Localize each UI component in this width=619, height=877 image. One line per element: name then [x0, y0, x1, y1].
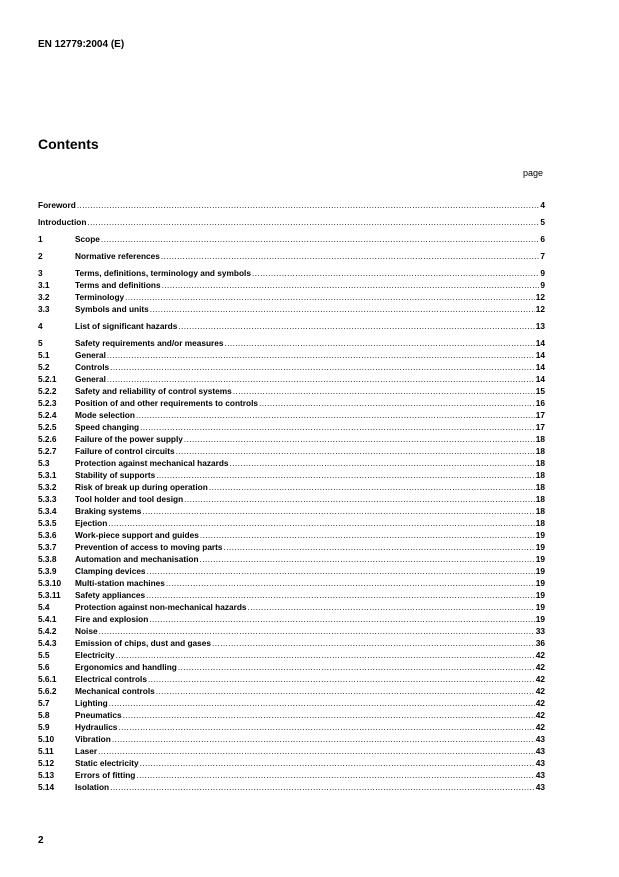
toc-entry-title: Hydraulics: [75, 722, 118, 732]
toc-entry-title: Isolation: [75, 782, 110, 792]
toc-dot-leader: [176, 445, 535, 457]
toc-entry-page: 42: [535, 662, 545, 672]
table-of-contents: [38, 199, 545, 793]
toc-entry-title: Controls: [75, 362, 110, 372]
toc-dot-leader: [87, 216, 539, 228]
toc-entry-title: Terminology: [75, 292, 125, 302]
toc-dot-leader: [209, 481, 535, 493]
toc-entry[interactable]: [38, 385, 545, 397]
toc-entry-page: 14: [535, 350, 545, 360]
toc-entry-title: Electrical controls: [75, 674, 147, 684]
toc-dot-leader: [184, 433, 535, 445]
toc-entry-number: 1: [38, 234, 43, 244]
toc-entry-page: 42: [535, 686, 545, 696]
toc-entry[interactable]: [38, 649, 545, 661]
toc-entry-number: 5.2.6: [38, 434, 57, 444]
toc-entry-page: 19: [535, 614, 545, 624]
toc-entry-title: Foreword: [38, 200, 76, 210]
toc-entry-page: 19: [535, 602, 545, 612]
toc-entry-page: 12: [535, 292, 545, 302]
toc-entry-number: 5.4.2: [38, 626, 57, 636]
toc-dot-leader: [184, 493, 535, 505]
toc-entry-number: 5.5: [38, 650, 50, 660]
toc-entry[interactable]: [38, 517, 545, 529]
toc-dot-leader: [107, 373, 535, 385]
toc-entry-number: 5.2.2: [38, 386, 57, 396]
toc-entry-title: Mechanical controls: [75, 686, 155, 696]
toc-entry-page: 42: [535, 710, 545, 720]
toc-entry-number: 5.3.9: [38, 566, 57, 576]
toc-dot-leader: [252, 267, 539, 279]
toc-dot-leader: [142, 505, 534, 517]
toc-dot-leader: [110, 781, 535, 793]
toc-entry-number: 5.2.1: [38, 374, 57, 384]
toc-entry-number: 4: [38, 321, 43, 331]
toc-entry[interactable]: [38, 373, 545, 385]
toc-entry[interactable]: [38, 445, 545, 457]
toc-dot-leader: [248, 601, 535, 613]
toc-entry-page: 9: [540, 280, 545, 290]
toc-entry-page: 19: [535, 590, 545, 600]
toc-entry-page: 43: [535, 758, 545, 768]
toc-dot-leader: [224, 541, 535, 553]
toc-entry-title: Safety and reliability of control systems: [75, 386, 232, 396]
toc-dot-leader: [212, 637, 535, 649]
toc-dot-leader: [156, 685, 535, 697]
toc-entry-number: 5.14: [38, 782, 55, 792]
toc-dot-leader: [166, 577, 535, 589]
toc-entry-number: 5.2.7: [38, 446, 57, 456]
toc-dot-leader: [233, 385, 535, 397]
toc-entry-number: 3.1: [38, 280, 50, 290]
document-id-header: EN 12779:2004 (E): [38, 39, 125, 50]
toc-entry-title: General: [75, 374, 106, 384]
toc-dot-leader: [146, 589, 535, 601]
toc-entry[interactable]: [38, 637, 545, 649]
toc-entry[interactable]: [38, 493, 545, 505]
toc-entry-page: 18: [535, 470, 545, 480]
toc-entry[interactable]: [38, 709, 545, 721]
toc-entry[interactable]: [38, 233, 545, 245]
toc-entry-page: 16: [535, 398, 545, 408]
toc-dot-leader: [109, 697, 535, 709]
toc-entry[interactable]: [38, 733, 545, 745]
toc-entry[interactable]: [38, 397, 545, 409]
toc-entry[interactable]: [38, 199, 545, 211]
toc-dot-leader: [112, 733, 535, 745]
toc-entry-page: 5: [540, 217, 545, 227]
toc-entry[interactable]: [38, 553, 545, 565]
toc-entry-page: 14: [535, 338, 545, 348]
toc-entry-title: Position of and other requirements to controls: [75, 398, 259, 408]
toc-dot-leader: [200, 553, 535, 565]
toc-entry-page: 43: [535, 734, 545, 744]
toc-dot-leader: [224, 337, 534, 349]
toc-dot-leader: [140, 421, 535, 433]
toc-dot-leader: [178, 320, 534, 332]
toc-entry-title: General: [75, 350, 106, 360]
toc-entry-title: Errors of fitting: [75, 770, 136, 780]
toc-entry-number: 5.2.4: [38, 410, 57, 420]
toc-dot-leader: [116, 649, 535, 661]
toc-dot-leader: [140, 757, 535, 769]
toc-entry-title: Terms, definitions, terminology and symbols: [75, 268, 251, 278]
toc-entry-number: 5.4.3: [38, 638, 57, 648]
toc-entry-number: 5.4: [38, 602, 50, 612]
toc-entry[interactable]: [38, 433, 545, 445]
toc-entry[interactable]: [38, 481, 545, 493]
toc-entry-title: Safety requirements and/or measures: [75, 338, 224, 348]
toc-entry[interactable]: [38, 457, 545, 469]
toc-entry-title: Failure of control circuits: [75, 446, 175, 456]
toc-entry[interactable]: [38, 337, 545, 349]
toc-entry-page: 15: [535, 386, 545, 396]
toc-entry[interactable]: [38, 589, 545, 601]
toc-entry[interactable]: [38, 320, 545, 332]
toc-entry-title: Scope: [75, 234, 100, 244]
toc-entry-title: Braking systems: [75, 506, 142, 516]
toc-dot-leader: [161, 250, 540, 262]
toc-dot-leader: [150, 303, 535, 315]
toc-entry-number: 5.3.10: [38, 578, 62, 588]
toc-entry-number: 5.3: [38, 458, 50, 468]
toc-entry-page: 18: [535, 518, 545, 528]
toc-entry-title: Lighting: [75, 698, 108, 708]
toc-dot-leader: [149, 613, 534, 625]
toc-entry-page: 42: [535, 674, 545, 684]
toc-entry-page: 19: [535, 554, 545, 564]
toc-entry-page: 43: [535, 782, 545, 792]
toc-entry-number: 5.2.5: [38, 422, 57, 432]
toc-entry-number: 5.8: [38, 710, 50, 720]
toc-entry-page: 18: [535, 458, 545, 468]
toc-dot-leader: [118, 721, 534, 733]
toc-entry-title: List of significant hazards: [75, 321, 178, 331]
toc-entry-page: 43: [535, 746, 545, 756]
toc-entry-page: 14: [535, 374, 545, 384]
toc-entry-title: Mode selection: [75, 410, 135, 420]
toc-entry[interactable]: [38, 757, 545, 769]
toc-entry-page: 42: [535, 698, 545, 708]
toc-dot-leader: [123, 709, 535, 721]
toc-entry-title: Vibration: [75, 734, 111, 744]
toc-entry-title: Automation and mechanisation: [75, 554, 199, 564]
toc-entry-number: 5.12: [38, 758, 55, 768]
toc-entry-number: 5: [38, 338, 43, 348]
toc-entry-title: Static electricity: [75, 758, 139, 768]
toc-entry-page: 9: [540, 268, 545, 278]
toc-entry-page: 33: [535, 626, 545, 636]
toc-entry-page: 19: [535, 542, 545, 552]
toc-dot-leader: [77, 199, 540, 211]
toc-entry[interactable]: [38, 781, 545, 793]
toc-entry-title: Stability of supports: [75, 470, 156, 480]
toc-entry-page: 43: [535, 770, 545, 780]
toc-entry[interactable]: [38, 505, 545, 517]
toc-entry-number: 5.6: [38, 662, 50, 672]
toc-entry[interactable]: [38, 291, 545, 303]
toc-entry-page: 19: [535, 578, 545, 588]
toc-entry-title: Fire and explosion: [75, 614, 149, 624]
toc-dot-leader: [101, 233, 539, 245]
toc-entry[interactable]: [38, 421, 545, 433]
toc-entry-page: 13: [535, 321, 545, 331]
toc-entry-page: 14: [535, 362, 545, 372]
toc-entry[interactable]: [38, 303, 545, 315]
toc-entry-page: 19: [535, 566, 545, 576]
toc-entry[interactable]: [38, 577, 545, 589]
toc-entry-number: 5.2.3: [38, 398, 57, 408]
toc-entry-number: 5.13: [38, 770, 55, 780]
page-number: 2: [38, 835, 44, 846]
toc-entry-page: 18: [535, 434, 545, 444]
toc-dot-leader: [259, 397, 535, 409]
toc-entry-number: 5.3.3: [38, 494, 57, 504]
toc-entry-page: 6: [540, 234, 545, 244]
toc-entry[interactable]: [38, 673, 545, 685]
toc-entry-number: 5.7: [38, 698, 50, 708]
toc-entry-number: 5.11: [38, 746, 54, 756]
toc-entry-number: 5.3.5: [38, 518, 57, 528]
toc-entry-number: 5.3.7: [38, 542, 57, 552]
toc-entry-page: 17: [535, 410, 545, 420]
toc-entry-title: Normative references: [75, 251, 160, 261]
toc-entry[interactable]: [38, 697, 545, 709]
toc-entry-number: 5.9: [38, 722, 50, 732]
toc-entry[interactable]: [38, 250, 545, 262]
toc-entry-page: 18: [535, 446, 545, 456]
toc-dot-leader: [136, 769, 534, 781]
toc-dot-leader: [99, 625, 535, 637]
toc-entry-title: Failure of the power supply: [75, 434, 183, 444]
toc-entry-page: 7: [540, 251, 545, 261]
toc-entry-number: 5.3.4: [38, 506, 57, 516]
toc-entry-title: Ergonomics and handling: [75, 662, 177, 672]
toc-entry-page: 12: [535, 304, 545, 314]
toc-entry-title: Clamping devices: [75, 566, 146, 576]
toc-entry-page: 19: [535, 530, 545, 540]
toc-entry-number: 5.3.8: [38, 554, 57, 564]
page-column-label: page: [523, 168, 544, 178]
toc-entry[interactable]: [38, 601, 545, 613]
toc-entry-page: 18: [535, 506, 545, 516]
toc-entry-page: 18: [535, 494, 545, 504]
toc-entry-title: Terms and definitions: [75, 280, 161, 290]
toc-entry[interactable]: [38, 721, 545, 733]
toc-entry[interactable]: [38, 565, 545, 577]
contents-heading: Contents: [38, 136, 99, 152]
toc-dot-leader: [110, 361, 535, 373]
toc-entry-page: 42: [535, 650, 545, 660]
toc-entry-title: Tool holder and tool design: [75, 494, 184, 504]
toc-entry[interactable]: [38, 685, 545, 697]
toc-dot-leader: [125, 291, 535, 303]
toc-entry-title: Protection against non-mechanical hazards: [75, 602, 247, 612]
toc-entry-title: Pneumatics: [75, 710, 122, 720]
toc-entry-title: Laser: [75, 746, 98, 756]
toc-dot-leader: [136, 409, 535, 421]
toc-entry[interactable]: [38, 613, 545, 625]
toc-entry[interactable]: [38, 469, 545, 481]
toc-entry-title: Work-piece support and guides: [75, 530, 199, 540]
toc-entry-title: Safety appliances: [75, 590, 146, 600]
toc-entry-number: 5.2: [38, 362, 50, 372]
toc-entry-title: Multi-station machines: [75, 578, 165, 588]
toc-entry-title: Speed changing: [75, 422, 140, 432]
toc-entry[interactable]: [38, 216, 545, 228]
toc-entry[interactable]: [38, 349, 545, 361]
toc-entry-title: Ejection: [75, 518, 108, 528]
toc-dot-leader: [147, 565, 535, 577]
toc-entry[interactable]: [38, 625, 545, 637]
toc-dot-leader: [200, 529, 535, 541]
toc-entry[interactable]: [38, 279, 545, 291]
toc-entry[interactable]: [38, 661, 545, 673]
toc-dot-leader: [230, 457, 535, 469]
toc-dot-leader: [107, 349, 535, 361]
toc-entry-title: Emission of chips, dust and gases: [75, 638, 212, 648]
toc-entry-number: 5.10: [38, 734, 55, 744]
toc-entry-number: 3: [38, 268, 43, 278]
toc-entry-number: 5.4.1: [38, 614, 57, 624]
toc-entry[interactable]: [38, 541, 545, 553]
toc-entry-number: 5.3.11: [38, 590, 61, 600]
toc-dot-leader: [178, 661, 535, 673]
toc-entry-page: 18: [535, 482, 545, 492]
toc-entry-title: Protection against mechanical hazards: [75, 458, 229, 468]
toc-entry-number: 5.1: [38, 350, 50, 360]
toc-entry-page: 17: [535, 422, 545, 432]
toc-entry-number: 5.3.6: [38, 530, 57, 540]
toc-entry[interactable]: [38, 409, 545, 421]
toc-entry-title: Symbols and units: [75, 304, 149, 314]
toc-entry-title: Electricity: [75, 650, 115, 660]
toc-entry-title: Noise: [75, 626, 98, 636]
toc-entry-number: 5.6.2: [38, 686, 57, 696]
toc-entry-number: 3.2: [38, 292, 50, 302]
toc-entry[interactable]: [38, 745, 545, 757]
toc-entry-number: 5.3.2: [38, 482, 57, 492]
toc-entry-page: 4: [540, 200, 545, 210]
toc-entry[interactable]: [38, 361, 545, 373]
toc-dot-leader: [156, 469, 535, 481]
toc-dot-leader: [108, 517, 534, 529]
toc-entry-number: 5.3.1: [38, 470, 57, 480]
toc-entry-number: 2: [38, 251, 43, 261]
toc-entry-page: 36: [535, 638, 545, 648]
toc-entry[interactable]: [38, 529, 545, 541]
toc-dot-leader: [148, 673, 535, 685]
toc-entry[interactable]: [38, 267, 545, 279]
toc-entry-number: 5.6.1: [38, 674, 57, 684]
toc-entry-title: Introduction: [38, 217, 87, 227]
toc-entry-title: Prevention of access to moving parts: [75, 542, 223, 552]
toc-entry-number: 3.3: [38, 304, 50, 314]
toc-entry[interactable]: [38, 769, 545, 781]
toc-dot-leader: [98, 745, 535, 757]
toc-entry-title: Risk of break up during operation: [75, 482, 208, 492]
toc-dot-leader: [162, 279, 540, 291]
toc-entry-page: 42: [535, 722, 545, 732]
